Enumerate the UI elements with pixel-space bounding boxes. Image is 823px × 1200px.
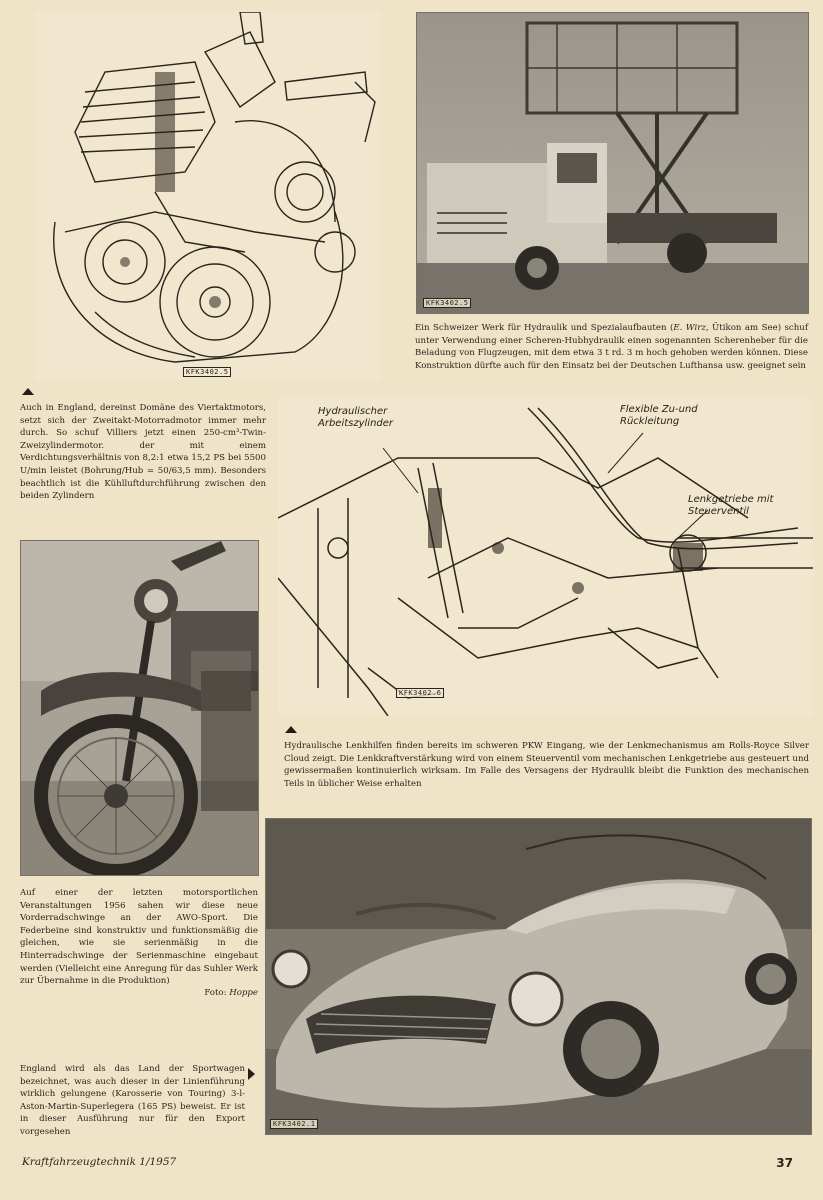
awo-sport-caption: Auf einer der letzten motorsportlichen Veranstaltungen 1956 sahen wir diese neue Vorderradschwinge an der AWO-Sport. Die Federbeine sind konstruktiv und funktionsmäßig die gleichen, wie sie serienmäßig in die Hinterradschwinge der Serienmaschine eingebaut werden (Vielleicht eine Anregung für das Suhler Werk zur Übernahme in die Produktion) — [20, 888, 258, 987]
journal-title: Kraftfahrzeugtechnik 1/1957 — [22, 1156, 177, 1168]
sports-car-image — [266, 819, 811, 1134]
engine-illustration — [35, 12, 380, 380]
steering-illustration — [278, 398, 813, 716]
steering-caption-pointer — [285, 726, 297, 733]
return-line-label: Flexible Zu-und Rückleitung — [620, 404, 698, 427]
aston-martin-photo — [265, 818, 812, 1135]
aston-martin-caption: England wird als das Land der Sportwagen bezeichnet, was auch dieser in der Linienführung wirklich gelungene (Karosserie von Touring) 3-l-Aston-Martin-Superlegera (165 PS) beweist. Er ist in dieser Ausführung nur für den Export vorgesehen — [20, 1064, 245, 1137]
rolls-royce-steering-diagram — [278, 398, 813, 716]
aston-caption-pointer — [248, 1068, 255, 1080]
engine-figure-code: KFK3402.5 — [183, 367, 231, 377]
page-number: 37 — [776, 1156, 793, 1170]
rolls-royce-caption: Hydraulische Lenkhilfen finden bereits im schweren PKW Eingang, wie der Lenkmechanismus am Rolls-Royce Silver Cloud zeigt. Die Lenkkraftverstärkung wird von einem Steuerventil vom mechanischen Lenkgetriebe aus gesteuert und gewissermaßen kontinuierlich wirksam. Im Falle des Versagens der Hydraulik bleibt die Funktion des mechanischen Teils in üblicher Weise erhalten — [284, 741, 809, 789]
steering-gear-label: Lenkgetriebe mit Steuerventil — [688, 494, 774, 517]
swiss-lift-caption: Ein Schweizer Werk für Hydraulik und Spezialaufbauten (E. Wirz, Ütikon am See) schuf unter Verwendung einer Scheren-Hubhydraulik einen sogenannten Scherenheber für die Beladung von Flugzeugen, mit dem etwa 3 t rd. 3 m hoch gehoben werden können. Diese Konstruktion dürfte auch für den Einsatz bei der Deutschen Lufthansa usw. geeignet sein — [415, 323, 808, 371]
photo-credit: Foto: Hoppe — [204, 988, 258, 998]
scissor-lift-truck-photo — [416, 12, 809, 314]
lift-truck-image — [417, 13, 808, 313]
villiers-engine-drawing — [35, 12, 380, 380]
motorcycle-image — [21, 541, 258, 875]
steering-figure-code: KFK3402.6 — [396, 688, 444, 698]
engine-caption-pointer — [22, 388, 34, 395]
villiers-engine-caption: Auch in England, dereinst Domäne des Viertaktmotors, setzt sich der Zweitakt-Motorradmotor immer mehr durch. So schuf Villiers jetzt einen 250-cm³-Twin-Zweizylindermotor. der mit einem Verdichtungsverhältnis von 8,2:1 etwa 15,2 PS bei 5500 U/min leistet (Bohrung/Hub = 50/63,5 mm). Besonders beachtlich ist die Kühlluftdurchführung zwischen den beiden Zylindern — [20, 403, 266, 502]
awo-sport-motorcycle-photo — [20, 540, 259, 876]
car-figure-code: KFK3402.1 — [270, 1119, 318, 1129]
cylinder-label: Hydraulischer Arbeitszylinder — [318, 406, 394, 429]
lift-figure-code: KFK3402.5 — [423, 298, 471, 308]
